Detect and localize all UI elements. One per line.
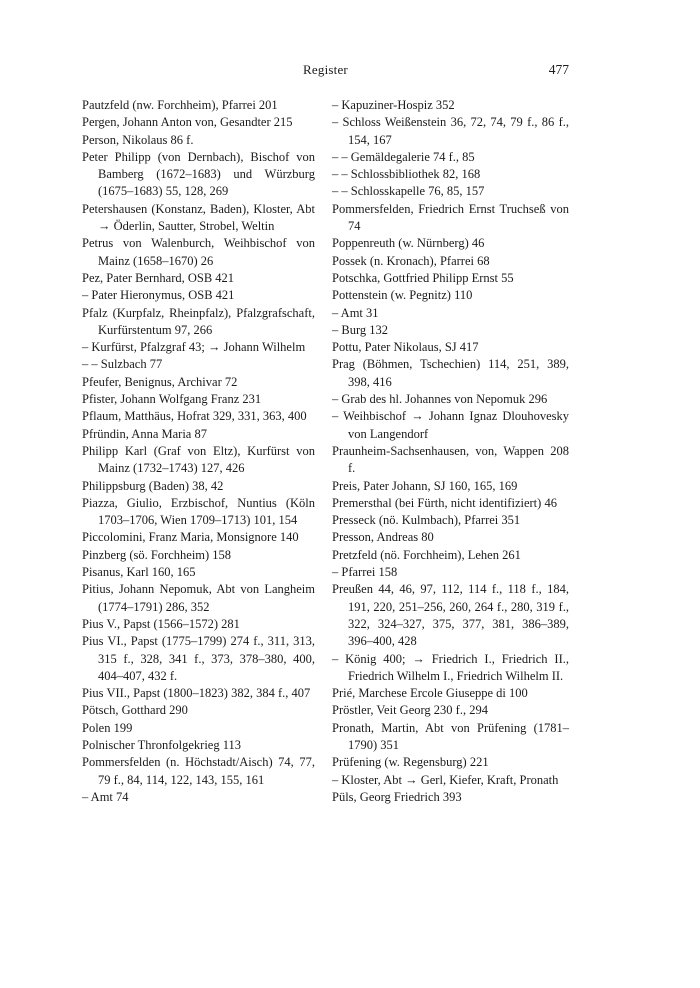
index-entry: Pius V., Papst (1566–1572) 281: [82, 616, 240, 631]
index-entry: Pottu, Pater Nikolaus, SJ 417: [332, 340, 479, 355]
index-entry: Petershausen (Konstanz, Baden), Kloster, Abt → Öderlin, Sautter, Strobel, Weltin: [82, 201, 315, 234]
index-entry: – Kapuziner-Hospiz 352: [332, 98, 455, 112]
index-entry: Pfalz (Kurpfalz, Rheinpfalz), Pfalzgrafschaft, Kurfürstentum 97, 266: [82, 305, 315, 337]
index-entry: Possek (n. Kronach), Pfarrei 68: [332, 253, 490, 268]
index-entry: Prüfening (w. Regensburg) 221: [332, 755, 489, 770]
index-entry: – Amt 31: [332, 305, 379, 320]
index-entry: Pottenstein (w. Pegnitz) 110: [332, 288, 473, 303]
index-column-left: [82, 97, 315, 806]
index-entry: Premersthal (bei Fürth, nicht identifiziert) 46: [332, 495, 557, 510]
index-entry: Pitius, Johann Nepomuk, Abt von Langheim (1774–1791) 286, 352: [82, 582, 315, 614]
index-entry: Pius VII., Papst (1800–1823) 382, 384 f., 407: [82, 686, 311, 701]
index-entry: Philipp Karl (Graf von Eltz), Kurfürst von Mainz (1732–1743) 127, 426: [82, 443, 315, 476]
index-entry: Piccolomini, Franz Maria, Monsignore 140: [82, 530, 299, 545]
index-entry: Philippsburg (Baden) 38, 42: [82, 478, 224, 493]
index-entry: Potschka, Gottfried Philipp Ernst 55: [332, 270, 514, 285]
page-header: [82, 62, 569, 82]
index-entry: Pius VI., Papst (1775–1799) 274 f., 311, 313, 315 f., 328, 341 f., 373, 378–380, 400, 404–407, 432 f.: [82, 634, 315, 683]
index-entry: – Pater Hieronymus, OSB 421: [82, 288, 235, 303]
index-entry: Pommersfelden (n. Höchstadt/Aisch) 74, 77, 79 f., 84, 114, 122, 143, 155, 161: [82, 755, 315, 787]
index-entry: Poppenreuth (w. Nürnberg) 46: [332, 236, 485, 251]
index-entry: Pflaum, Matthäus, Hofrat 329, 331, 363, 400: [82, 409, 307, 424]
index-entry: – Burg 132: [332, 322, 389, 337]
index-entry: – – Schlosskapelle 76, 85, 157: [332, 184, 485, 199]
index-entry: Piazza, Giulio, Erzbischof, Nuntius (Köln 1703–1706, Wien 1709–1713) 101, 154: [82, 495, 315, 528]
index-entry: Pfründin, Anna Maria 87: [82, 426, 207, 441]
index-entry: Preußen 44, 46, 97, 112, 114 f., 118 f., 184, 191, 220, 251–256, 260, 264 f., 280, 319 f., 322, 324–327, 375, 377, 381, 386–389, 396–400, 428: [332, 582, 569, 649]
index-entry: – Kloster, Abt → Gerl, Kiefer, Kraft, Pronath: [332, 772, 559, 787]
index-entry: – Grab des hl. Johannes von Nepomuk 296: [332, 392, 548, 407]
index-entry: Pommersfelden, Friedrich Ernst Truchseß von 74: [332, 201, 569, 234]
index-entry: Preis, Pater Johann, SJ 160, 165, 169: [332, 478, 518, 493]
index-entry: – – Gemäldegalerie 74 f., 85: [332, 149, 475, 164]
index-entry: – Amt 74: [82, 789, 129, 804]
index-entry: Polnischer Thronfolgekrieg 113: [82, 737, 241, 752]
index-entry: Person, Nikolaus 86 f.: [82, 132, 194, 147]
index-entry: Pisanus, Karl 160, 165: [82, 565, 196, 580]
index-entry: – Weihbischof → Johann Ignaz Dlouhovesky von Langendorf: [332, 409, 569, 441]
index-entry: Pretzfeld (nö. Forchheim), Lehen 261: [332, 547, 521, 562]
index-entry: – Schloss Weißenstein 36, 72, 74, 79 f., 86 f., 154, 167: [332, 115, 569, 147]
index-entry: – – Sulzbach 77: [82, 357, 163, 372]
index-entry: Pröstler, Veit Georg 230 f., 294: [332, 703, 488, 718]
index-entry: – – Schlossbibliothek 82, 168: [332, 167, 481, 182]
index-column-right: [332, 97, 569, 806]
index-entry: Pfister, Johann Wolfgang Franz 231: [82, 392, 262, 407]
index-entry: Petrus von Walenburch, Weihbischof von Mainz (1658–1670) 26: [82, 236, 315, 268]
index-entry: Pergen, Johann Anton von, Gesandter 215: [82, 115, 293, 130]
index-entry: – Pfarrei 158: [332, 565, 398, 580]
index-entry: Pfeufer, Benignus, Archivar 72: [82, 374, 238, 389]
index-entry: Pautzfeld (nw. Forchheim), Pfarrei 201: [82, 98, 278, 112]
running-title: Register: [303, 62, 348, 77]
index-entry: Pez, Pater Bernhard, OSB 421: [82, 270, 235, 285]
index-entry: Polen 199: [82, 720, 133, 735]
index-entry: Presseck (nö. Kulmbach), Pfarrei 351: [332, 513, 521, 528]
index-entry: – König 400; → Friedrich I., Friedrich II., Friedrich Wilhelm I., Friedrich Wilhelm II.: [332, 651, 569, 683]
index-entry: Presson, Andreas 80: [332, 530, 434, 545]
index-entry: – Kurfürst, Pfalzgraf 43; → Johann Wilhelm: [82, 340, 306, 355]
index-entry: Pronath, Martin, Abt von Prüfening (1781–1790) 351: [332, 720, 569, 752]
index-entry: Püls, Georg Friedrich 393: [332, 789, 462, 804]
index-entry: Pinzberg (sö. Forchheim) 158: [82, 547, 232, 562]
index-entry: Peter Philipp (von Dernbach), Bischof von Bamberg (1672–1683) und Würzburg (1675–1683) 55, 128, 269: [82, 149, 315, 199]
page-number: 477: [548, 62, 569, 77]
index-entry: Prié, Marchese Ercole Giuseppe di 100: [332, 686, 528, 701]
index-entry: Prag (Böhmen, Tschechien) 114, 251, 389, 398, 416: [332, 357, 569, 389]
index-entry: Pötsch, Gotthard 290: [82, 703, 188, 718]
index-entry: Praunheim-Sachsenhausen, von, Wappen 208 f.: [332, 443, 569, 476]
